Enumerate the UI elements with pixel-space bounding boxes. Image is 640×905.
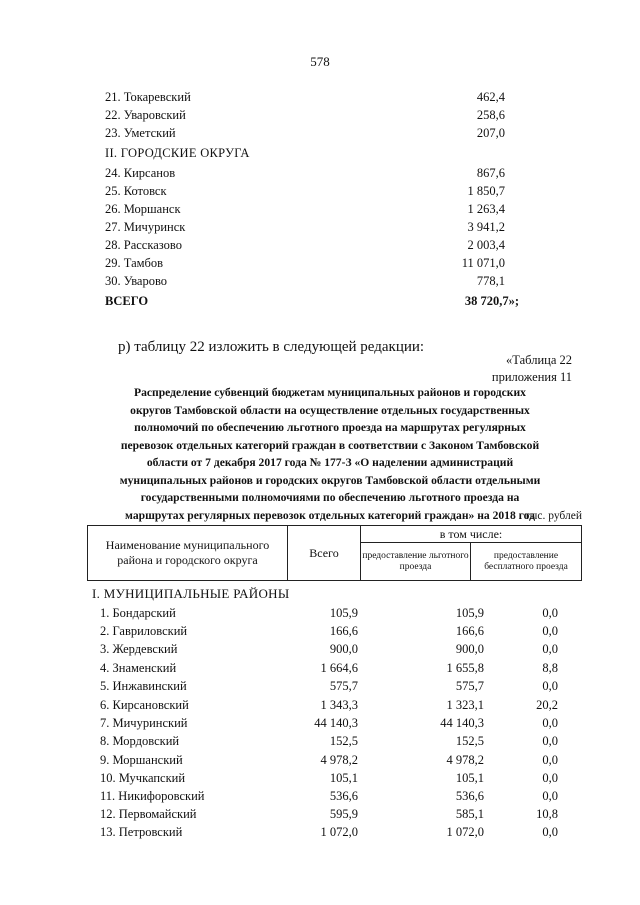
cell-total: 44 140,3	[314, 716, 358, 730]
item-value: 258,6	[476, 108, 505, 122]
cell-preferential: 105,1	[455, 771, 484, 785]
cell-total: 575,7	[329, 679, 358, 693]
item-value: 2 003,4	[467, 238, 505, 252]
title-line: перевозок отдельных категорий граждан в соответствии с Законом Тамбовской	[120, 438, 540, 452]
cell-total: 105,1	[329, 771, 358, 785]
cell-name: 13. Петровский	[100, 825, 183, 839]
table-row	[100, 716, 570, 734]
cell-preferential: 44 140,3	[440, 716, 484, 730]
list-item	[105, 108, 505, 126]
table-row	[100, 789, 570, 807]
list-item	[105, 238, 505, 256]
cell-free: 20,2	[536, 698, 558, 712]
title-line: муниципальных районов и городских округов Тамбовской области отдельными	[119, 473, 541, 487]
cell-name: 11. Никифоровский	[100, 789, 205, 803]
cell-total: 152,5	[329, 734, 358, 748]
list-item	[105, 126, 505, 144]
cell-free: 10,8	[536, 807, 558, 821]
units-label: тыс. рублей	[524, 510, 582, 522]
cell-total: 105,9	[329, 606, 358, 620]
cell-free: 0,0	[542, 606, 558, 620]
title-line: полномочий по обеспечению льготного проезда на маршрутах регулярных	[134, 421, 526, 434]
cell-free: 0,0	[542, 716, 558, 730]
table-caption-line: «Таблица 22	[506, 353, 572, 367]
cell-total: 1 664,6	[320, 661, 358, 675]
cell-name: 12. Первомайский	[100, 807, 197, 821]
item-value: 462,4	[476, 90, 505, 104]
cell-total: 166,6	[329, 624, 358, 638]
cell-total: 900,0	[329, 642, 358, 656]
header-preferential: предоставление льготного проезда	[361, 543, 471, 580]
table-row	[100, 661, 570, 679]
item-name: 23. Уметский	[105, 126, 176, 140]
cell-total: 595,9	[329, 807, 358, 821]
list-item	[105, 90, 505, 108]
item-name: 25. Котовск	[105, 184, 167, 198]
item-name: 30. Уварово	[105, 274, 168, 288]
cell-preferential: 575,7	[455, 679, 484, 693]
cell-free: 0,0	[542, 624, 558, 638]
list-item	[105, 166, 505, 184]
table-caption-line: приложения 11	[491, 370, 572, 384]
table-row	[100, 679, 570, 697]
cell-preferential: 585,1	[455, 807, 484, 821]
header-total: Всего	[288, 526, 361, 580]
list-item	[105, 256, 505, 274]
item-name: 29. Тамбов	[105, 256, 164, 270]
cell-total: 536,6	[329, 789, 358, 803]
cell-total: 1 343,3	[320, 698, 358, 712]
document-title	[95, 384, 565, 524]
cell-name: 3. Жердевский	[100, 642, 178, 656]
item-value: 3 941,2	[467, 220, 505, 234]
cell-free: 8,8	[542, 661, 558, 675]
table-header	[87, 525, 582, 581]
cell-name: 7. Мичуринский	[100, 716, 188, 730]
cell-preferential: 1 323,1	[446, 698, 484, 712]
table-row	[100, 642, 570, 660]
cell-free: 0,0	[542, 642, 558, 656]
cell-free: 0,0	[542, 789, 558, 803]
cell-preferential: 4 978,2	[446, 753, 484, 767]
cell-preferential: 152,5	[455, 734, 484, 748]
cell-name: 8. Мордовский	[100, 734, 180, 748]
item-name: 26. Моршанск	[105, 202, 181, 216]
cell-total: 1 072,0	[320, 825, 358, 839]
table-row	[100, 606, 570, 624]
title-line: маршрутах регулярных перевозок отдельных категорий граждан» на 2018 год	[125, 508, 535, 522]
item-value: 778,1	[476, 274, 505, 288]
item-name: 28. Рассказово	[105, 238, 182, 252]
title-line: Распределение субвенций бюджетам муниципальных районов и городских	[134, 386, 526, 399]
cell-name: 5. Инжавинский	[100, 679, 187, 693]
cell-name: 4. Знаменский	[100, 661, 177, 675]
list-item	[105, 220, 505, 238]
table-row	[100, 734, 570, 752]
title-line: области от 7 декабря 2017 года № 177-З «О наделении администраций	[146, 456, 514, 469]
item-name: 27. Мичуринск	[105, 220, 186, 234]
cell-name: 9. Моршанский	[100, 753, 183, 767]
item-value: 1 263,4	[467, 202, 505, 216]
cell-free: 0,0	[542, 771, 558, 785]
table-row	[100, 807, 570, 825]
table-row	[100, 624, 570, 642]
cell-name: 10. Мучкапский	[100, 771, 186, 785]
table-section-heading: I. МУНИЦИПАЛЬНЫЕ РАЙОНЫ	[92, 586, 290, 601]
total-label: ВСЕГО	[105, 294, 149, 308]
list-item	[105, 274, 505, 292]
cell-name: 1. Бондарский	[100, 606, 176, 620]
header-free: предоставление бесплатного проезда	[484, 550, 568, 572]
cell-preferential: 1 655,8	[446, 661, 484, 675]
cell-total: 4 978,2	[320, 753, 358, 767]
list-item	[105, 184, 505, 202]
table-row	[100, 698, 570, 716]
header-name: Наименование муниципального района и городского округа	[88, 526, 288, 580]
cell-name: 6. Кирсановский	[100, 698, 189, 712]
cell-free: 0,0	[542, 734, 558, 748]
item-value: 11 071,0	[461, 256, 505, 270]
item-name: 24. Кирсанов	[105, 166, 176, 180]
item-value: 867,6	[476, 166, 505, 180]
total-value: 38 720,7»;	[464, 294, 519, 308]
cell-preferential: 536,6	[455, 789, 484, 803]
table-caption	[492, 352, 572, 386]
cell-name: 2. Гавриловский	[100, 624, 188, 638]
table-row	[100, 825, 570, 843]
cell-free: 0,0	[542, 825, 558, 839]
total-row	[105, 294, 519, 312]
cell-preferential: 900,0	[455, 642, 484, 656]
table-row	[100, 771, 570, 789]
cell-free: 0,0	[542, 753, 558, 767]
item-value: 207,0	[476, 126, 505, 140]
item-name: 21. Токаревский	[105, 90, 191, 104]
table-row	[100, 753, 570, 771]
title-line: округов Тамбовской области на осуществление отдельных государственных	[130, 403, 530, 417]
instruction-text: р) таблицу 22 изложить в следующей редакции:	[118, 339, 425, 355]
cell-preferential: 166,6	[455, 624, 484, 638]
page-number: 578	[310, 54, 330, 69]
list-item	[105, 202, 505, 220]
item-name: 22. Уваровский	[105, 108, 186, 122]
header-including: в том числе:	[361, 526, 581, 543]
cell-preferential: 1 072,0	[446, 825, 484, 839]
section-heading-urban: II. ГОРОДСКИЕ ОКРУГА	[105, 146, 250, 160]
cell-preferential: 105,9	[455, 606, 484, 620]
cell-free: 0,0	[542, 679, 558, 693]
item-value: 1 850,7	[467, 184, 505, 198]
title-line: государственными полномочиями по обеспечению льготного проезда на	[140, 491, 520, 504]
